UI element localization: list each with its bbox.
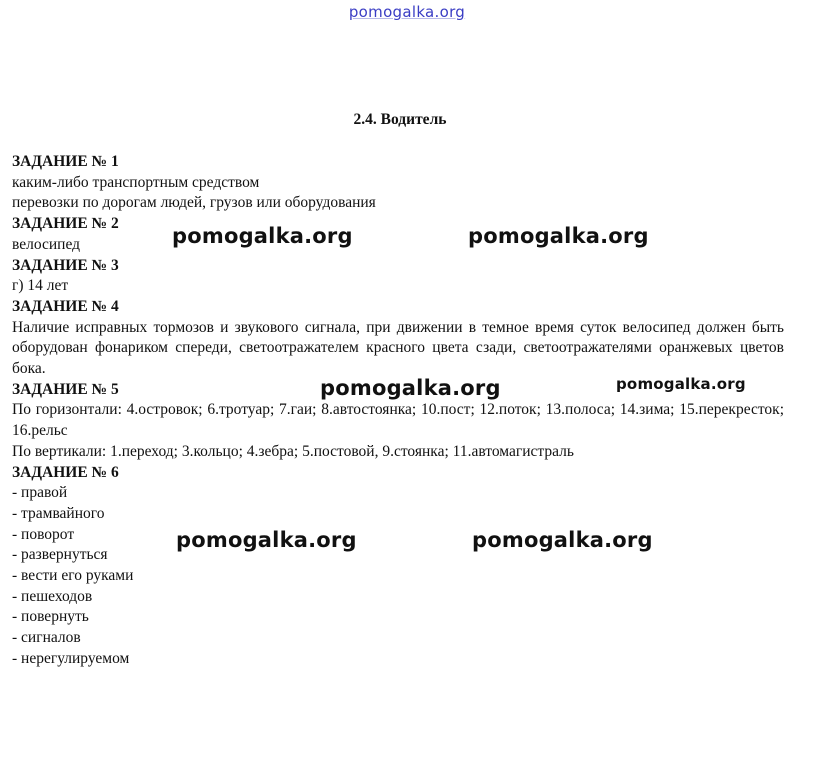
task-5-vertical: По вертикали: 1.переход; 3.кольцо; 4.зебра; 5.постовой, 9.стоянка; 11.автомагистраль: [12, 442, 574, 460]
task-4-paragraph: Наличие исправных тормозов и звукового сигнала, при движении в темное время суток велосипед должен быть оборудован фонариком спереди, светоотражателем красного цвета сзади, светоотражателями оранжевых цветов бока.: [12, 318, 784, 378]
task-content: [12, 152, 784, 670]
task-1-line-1: каким-либо транспортным средством: [12, 173, 260, 191]
task-5-heading: ЗАДАНИЕ № 5: [12, 380, 119, 398]
watermark: pomogalka.org: [176, 528, 357, 552]
task-6-item: - вести его руками: [12, 567, 134, 585]
task-6-item: - пешеходов: [12, 587, 93, 605]
watermark: pomogalka.org: [172, 224, 353, 248]
task-6-item: - сигналов: [12, 629, 81, 647]
site-link[interactable]: pomogalka.org: [348, 3, 466, 21]
watermark: pomogalka.org: [616, 375, 746, 393]
task-6-item: - трамвайного: [12, 504, 105, 522]
task-2-answer: велосипед: [12, 235, 81, 253]
task-6-item: - повернуть: [12, 608, 89, 626]
task-6-item: - развернуться: [12, 546, 108, 564]
task-4-heading: ЗАДАНИЕ № 4: [12, 297, 119, 315]
page-title: 2.4. Водитель: [353, 111, 447, 128]
task-5-horizontal: По горизонтали: 4.островок; 6.тротуар; 7.гаи; 8.автостоянка; 10.пост; 12.поток; 13.полоса; 14.зима; 15.перекресток; 16.рельс: [12, 401, 784, 440]
watermark: pomogalka.org: [468, 224, 649, 248]
task-2-heading: ЗАДАНИЕ № 2: [12, 215, 119, 233]
task-3-heading: ЗАДАНИЕ № 3: [12, 256, 119, 274]
task-3-answer: г) 14 лет: [12, 277, 69, 295]
task-6-item: - правой: [12, 484, 68, 502]
task-6-item: - поворот: [12, 525, 75, 543]
task-6-heading: ЗАДАНИЕ № 6: [12, 463, 119, 481]
task-1-line-2: перевозки по дорогам людей, грузов или оборудования: [12, 194, 376, 212]
task-1-heading: ЗАДАНИЕ № 1: [12, 153, 119, 170]
watermark: pomogalka.org: [472, 528, 653, 552]
task-6-item: - нерегулируемом: [12, 649, 130, 667]
watermark: pomogalka.org: [320, 376, 501, 400]
